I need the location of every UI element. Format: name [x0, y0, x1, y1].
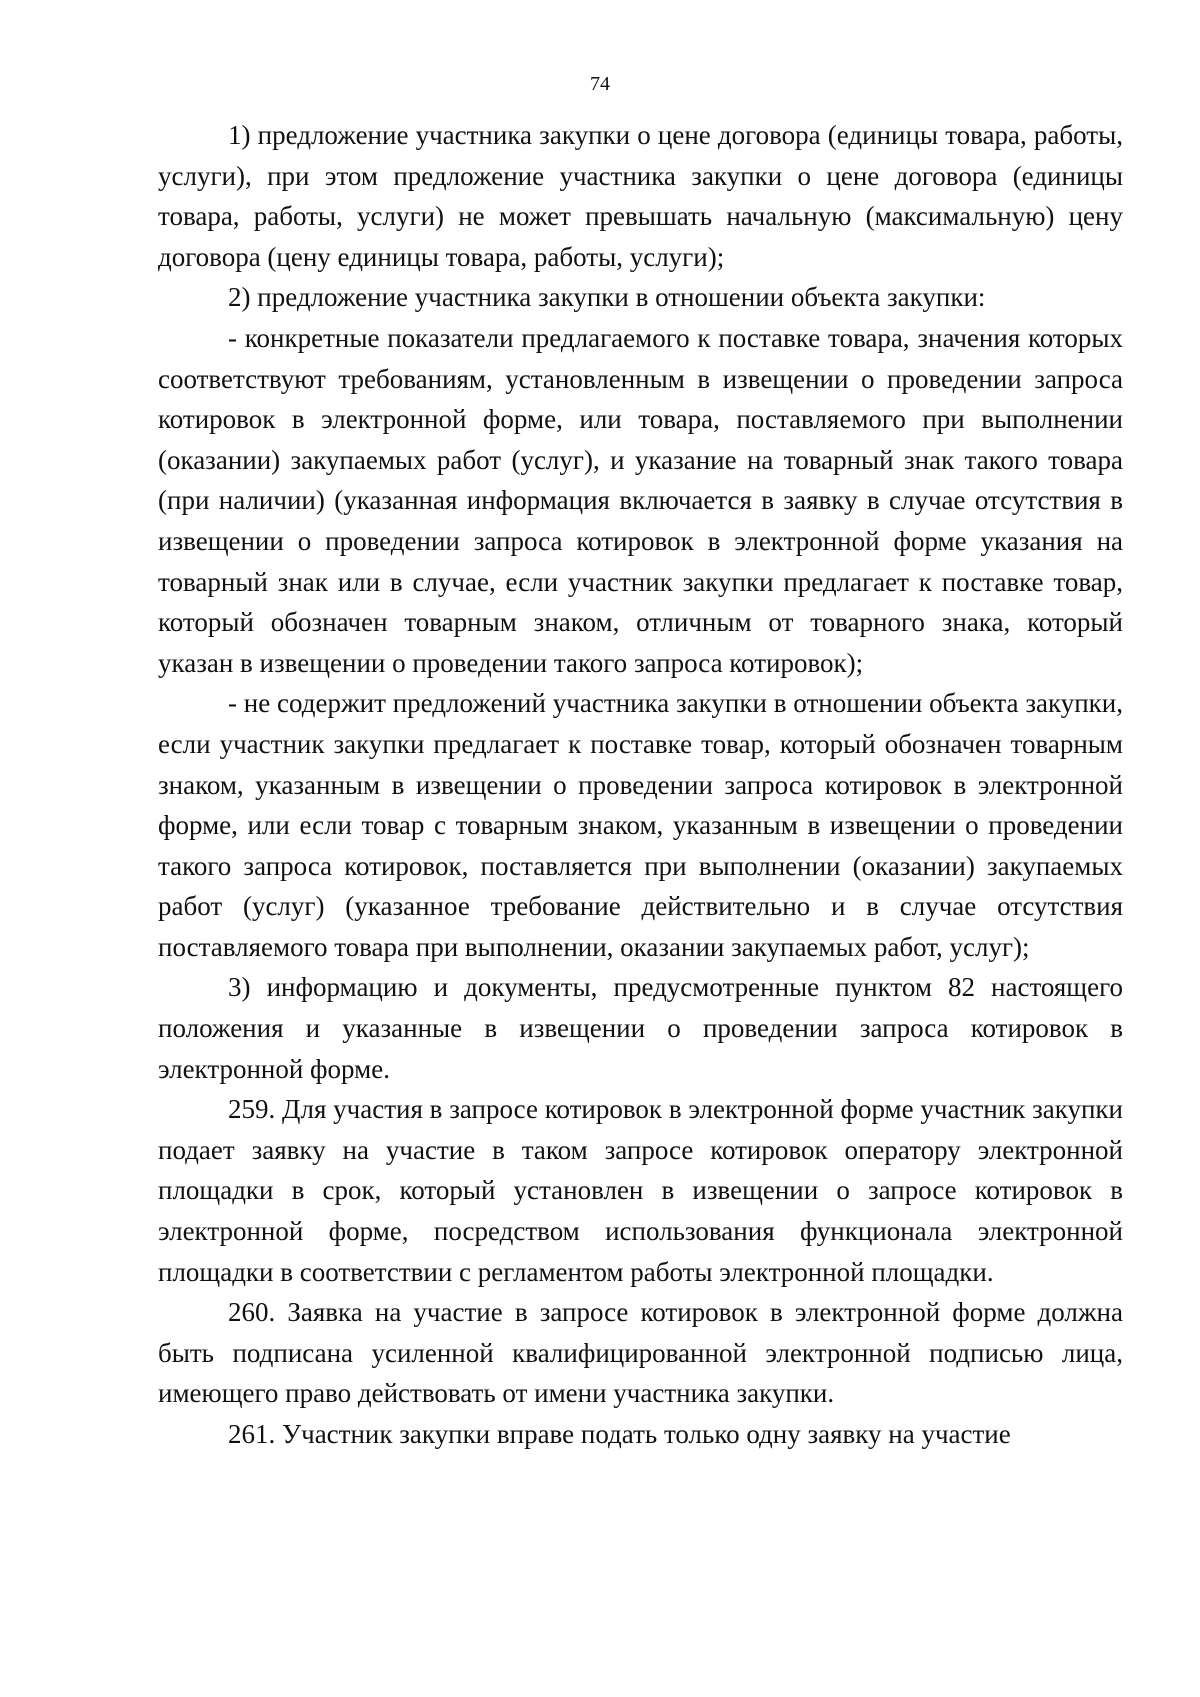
paragraph-specific-indicators: - конкретные показатели предлагаемого к поставке товара, значения которых соответствуют требованиям, установленным в извещении о проведении запроса котировок в электронной форме, или товара, поставляемого при выполнении (оказании) закупаемых работ (услуг), и указание на товарный знак такого товара (при наличии) (указанная информация включается в заявку в случае отсутствия в извещении о проведении запроса котировок в электронной форме указания на товарный знак или в случае, если участник закупки предлагает к поставке товар, который обозначен товарным знаком, отличным от товарного знака, который указан в извещении о проведении такого запроса котировок);: [158, 322, 1123, 678]
document-body: [158, 115, 1123, 1455]
paragraph-2-object-offer: 2) предложение участника закупки в отношении объекта закупки:: [228, 282, 986, 313]
paragraph-261: 261. Участник закупки вправе подать только одну заявку на участие: [228, 1419, 1011, 1449]
paragraph-259: 259. Для участия в запросе котировок в электронной форме участник закупки подает заявку на участие в таком запросе котировок оператору электронной площадки в срок, который установлен в извещении о запросе котировок в электронной форме, посредством использования функционала электронной площадки в соответствии с регламентом работы электронной площадки.: [158, 1094, 1123, 1287]
page-number: 74: [590, 73, 610, 95]
paragraph-1-price-offer: 1) предложение участника закупки о цене договора (единицы товара, работы, услуги), при этом предложение участника закупки о цене договора (единицы товара, работы, услуги) не может превышать начальную (максимальную) цену договора (цену единицы товара, работы, услуги);: [158, 120, 1123, 272]
paragraph-3-information: 3) информацию и документы, предусмотренные пунктом 82 настоящего положения и указанные в извещении о проведении запроса котировок в электронной форме.: [158, 972, 1123, 1084]
paragraph-no-offers: - не содержит предложений участника закупки в отношении объекта закупки, если участник закупки предлагает к поставке товар, который обозначен товарным знаком, указанным в извещении о проведении запроса котировок в электронной форме, или если товар с товарным знаком, указанным в извещении о проведении такого запроса котировок, поставляется при выполнении (оказании) закупаемых работ (услуг) (указанное требование действительно и в случае отсутствия поставляемого товара при выполнении, оказании закупаемых работ, услуг);: [158, 688, 1123, 962]
paragraph-260: 260. Заявка на участие в запросе котировок в электронной форме должна быть подписана усиленной квалифицированной электронной подписью лица, имеющего право действовать от имени участника закупки.: [158, 1297, 1123, 1409]
